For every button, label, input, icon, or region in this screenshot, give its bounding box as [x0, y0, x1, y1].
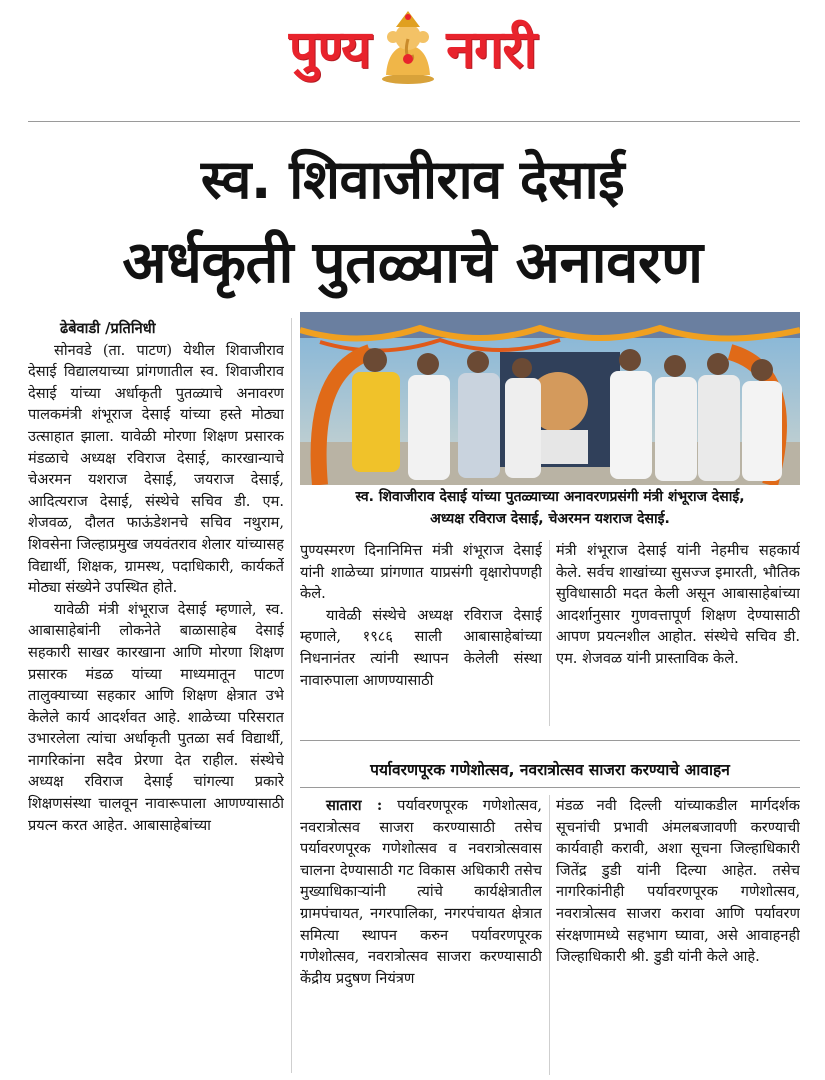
article-right-column	[556, 540, 800, 740]
column-divider-3	[549, 795, 550, 1075]
article-paragraph-2: यावेळी मंत्री शंभूराज देसाई म्हणाले, स्व. आबासाहेबांनी लोकनेते बाळासाहेब देसाई सहकारी साखर कारखाना आणि मोरणा शिक्षण प्रसारक मंडळ यांच्या माध्यमातून पाटण तालुक्याच्या सहकार आणि शिक्षण क्षेत्रात उभे केलेले कार्य आदर्शवत आहे. शाळेच्या परिसरात उभारलेला त्यांचा अर्धाकृती पुतळा सर्व विद्यार्थी, नागरिकांना सदैव प्रेरणा देत राहील. संस्थेचे अध्यक्ष रविराज देसाई चांगल्या प्रकारे शिक्षणसंस्था चालवून नावारूपाला आणण्यासाठी प्रयत्न करत आहेत. आबासाहेबांच्या	[28, 600, 284, 834]
masthead	[0, 4, 825, 90]
article-mid-column	[300, 540, 542, 740]
article-paragraph-4: यावेळी संस्थेचे अध्यक्ष रविराज देसाई म्हणाले, १९८६ साली आबासाहेबांच्या निधनानंतर त्यांनी स्थापन केलेली संस्था नावारुपाला आणण्यासाठी	[300, 606, 542, 689]
event-photo	[300, 312, 800, 485]
headline-line-2: अर्धकृती पुतळ्याचे अनावरण	[122, 228, 703, 296]
masthead-divider	[28, 121, 800, 122]
article2-headline: पर्यावरणपूरक गणेशोत्सव, नवरात्रोत्सव साजरा करण्याचे आवाहन	[370, 761, 730, 779]
event-photo-image	[300, 312, 800, 485]
photo-caption-line-1: स्व. शिवाजीराव देसाई यांच्या पुतळ्याच्या अनावरणप्रसंगी मंत्री शंभूराज देसाई,	[355, 489, 745, 505]
article2-headline-rule	[300, 787, 800, 788]
article-paragraph-3: पुण्यस्मरण दिनानिमित्त मंत्री शंभूराज देसाई यांनी शाळेच्या प्रांगणात याप्रसंगी वृक्षारोपणही केले.	[300, 542, 542, 603]
article-paragraph-1: सोनवडे (ता. पाटण) येथील शिवाजीराव देसाई विद्यालयाच्या प्रांगणातील स्व. शिवाजीराव देसाई यांच्या अर्धाकृती पुतळ्याचे अनावरण पालकमंत्री शंभूराज देसाई यांच्या हस्ते मोठ्या उत्साहात झाला. यावेळी मोरणा शिक्षण प्रसारक मंडळाचे अध्यक्ष रविराज देसाई, कारखान्याचे चेअरमन यशराज देसाई, जयराज देसाई, आदित्यराज देसाई, संस्थेचे सचिव डी. एम. शेजवळ, दौलत फाऊंडेशनचे सचिव नथुराम, शिवसेना जिल्हाप्रमुख जयवंतराव शेलार यांच्यासह विद्यार्थी, शिक्षक, ग्रामस्थ, पदाधिकारी, कार्यकर्ते मोठ्या संख्येने उपस्थित होते.	[28, 341, 284, 597]
headline-line-1: स्व. शिवाजीराव देसाई	[200, 148, 625, 211]
masthead-left-word: पुण्य	[288, 19, 371, 80]
article2-right-column	[556, 795, 800, 1077]
ganesha-logo-icon	[378, 9, 438, 85]
column-divider-2	[549, 540, 550, 726]
photo-caption	[300, 486, 800, 530]
article-left-column	[28, 318, 284, 1078]
photo-caption-line-2: अध्यक्ष रविराज देसाई, चेअरमन यशराज देसाई.	[430, 511, 670, 527]
article2-paragraph-1	[300, 795, 542, 989]
article2-left-text: पर्यावरणपूरक गणेशोत्सव, नवरात्रोत्सव साजरा करण्यासाठी तसेच पर्यावरणपूरक गणेशोत्सव व नवरात्रोत्सवास चालना देण्यासाठी गट विकास अधिकारी तसेच मुख्याधिकाऱ्यांनी त्यांचे कार्यक्षेत्रातील ग्रामपंचायत, नगरपालिका, नगरपंचायत क्षेत्रात समित्या स्थापन करुन पर्यावरणपूरक गणेशोत्सव, नवरात्रोत्सव साजरा करण्यासाठी केंद्रीय प्रदुषण नियंत्रण	[300, 797, 542, 987]
masthead-right-word: नगरी	[446, 19, 537, 80]
article2-left-column	[300, 795, 542, 1077]
article2-dateline: सातारा :	[326, 797, 383, 814]
column-divider	[291, 318, 292, 1073]
article-dateline: ढेबेवाडी /प्रतिनिधी	[60, 320, 156, 337]
article-paragraph-5: मंत्री शंभूराज देसाई यांनी नेहमीच सहकार्य केले. सर्वच शाखांच्या सुसज्ज इमारती, भौतिक सुविधासाठी मदत केली असून आबासाहेबांच्या आदर्शानुसार गुणवत्तापूर्ण शिक्षण देण्यासाठी आपण प्रयत्नशील आहोत. संस्थेचे सचिव डी. एम. शेजवळ यांनी प्रास्ताविक केले.	[556, 542, 800, 667]
section-divider	[300, 740, 800, 741]
article2-paragraph-2: मंडळ नवी दिल्ली यांच्याकडील मार्गदर्शक सूचनांची प्रभावी अंमलबजावणी करण्याची कार्यवाही करावी, अशा सूचना जिल्हाधिकारी जितेंद्र डुडी यांनी दिल्या आहेत. तसेच नागरिकांनीही पर्यावरणपूरक गणेशोत्सव, नवरात्रोत्सव साजरा करावा आणि पर्यावरण संरक्षणामध्ये सहभाग घ्यावा, असे आवाहनही जिल्हाधिकारी श्री. डुडी यांनी केले आहे.	[556, 797, 800, 966]
